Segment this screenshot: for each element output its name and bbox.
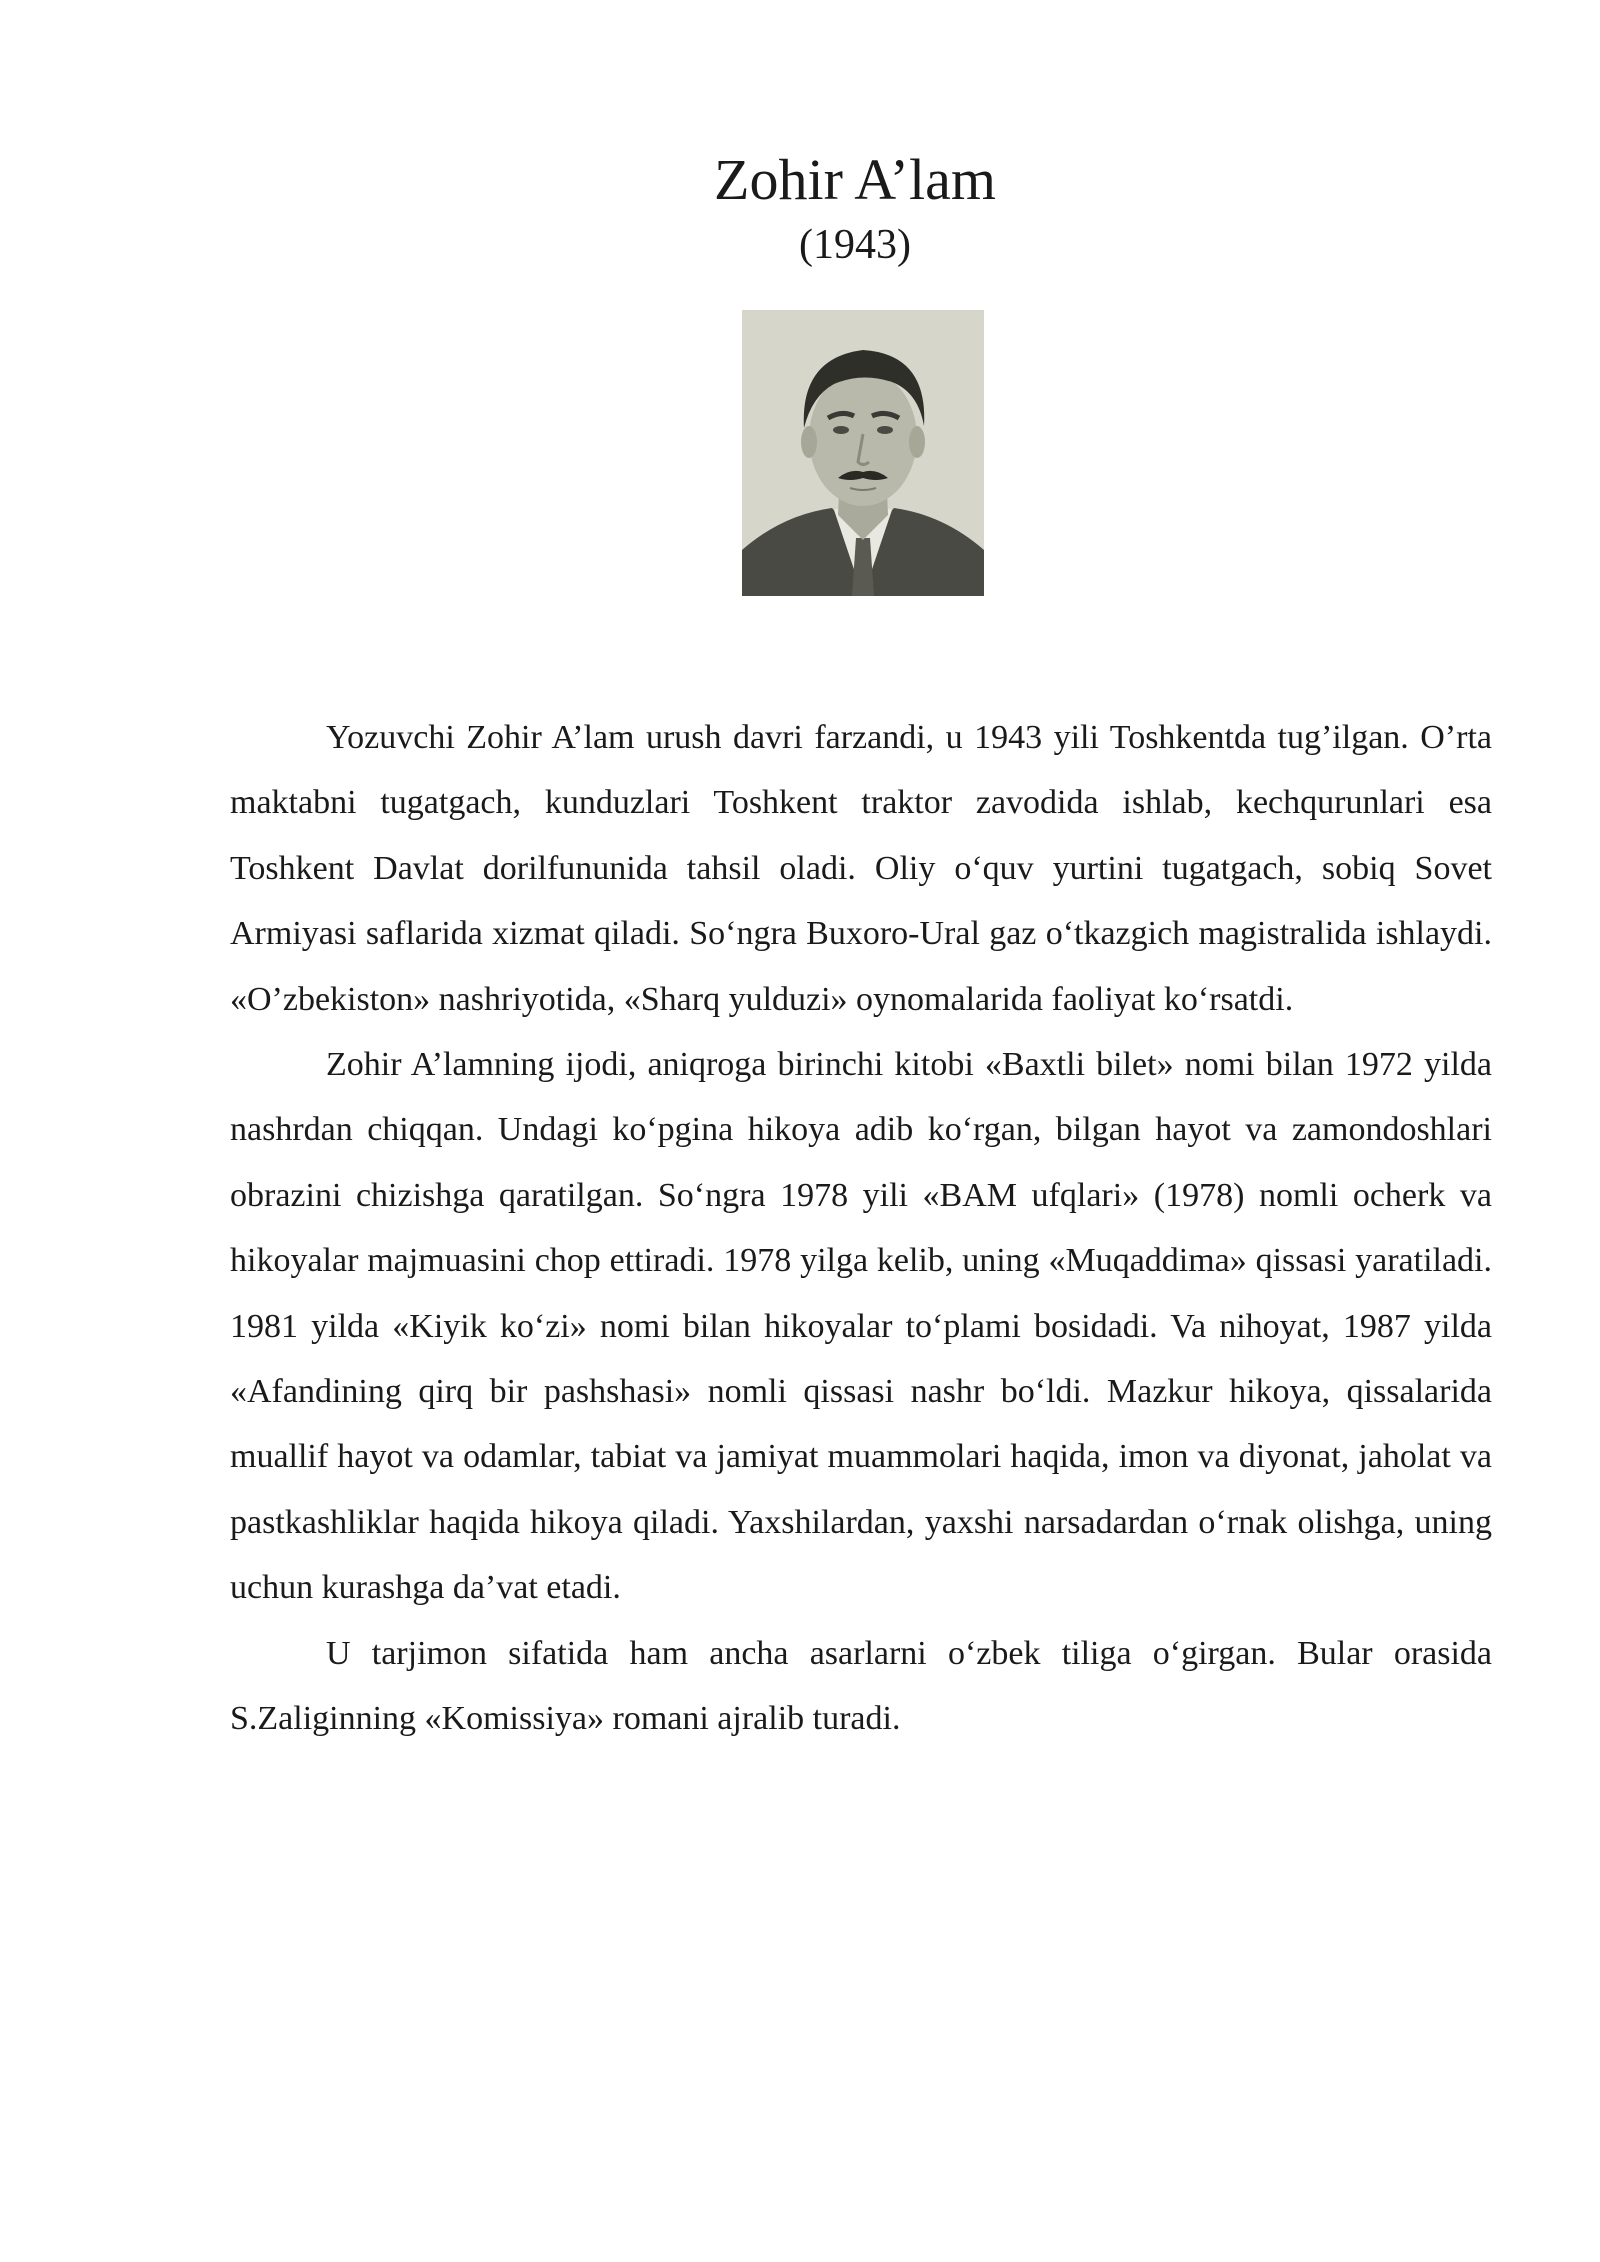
biography-text — [230, 705, 1492, 1752]
page-title: Zohir A’lam — [714, 147, 996, 212]
paragraph: Zohir A’lamning ijodi, aniqroga birinchi kitobi «Baxtli bilet» nomi bilan 1972 yilda nashrdan chiqqan. Undagi ko‘pgina hikoya adib ko‘rgan, bilgan hayot va zamondoshlari obrazini chizishga qaratilgan. So‘ngra 1978 yili «BAM ufqlari» (1978) nomli ocherk va hikoyalar majmuasini chop ettiradi. 1978 yilga kelib, uning «Muqaddima» qissasi yaratiladi. 1981 yilda «Kiyik ko‘zi» nomi bilan hikoyalar to‘plami bosidadi. Va nihoyat, 1987 yilda «Afandining qirq bir pashshasi» nomli qissasi nashr bo‘ldi. Mazkur hikoya, qissalarida muallif hayot va odamlar, tabiat va jamiyat muammolari haqida, imon va diyonat, jaholat va pastkashliklar haqida hikoya qiladi. Yaxshilardan, yaxshi narsadardan o‘rnak olishga, uning uchun kurashga da’vat etadi. — [230, 1046, 1492, 1607]
author-portrait-icon — [742, 310, 984, 596]
paragraph: U tarjimon sifatida ham ancha asarlarni o‘zbek tiliga o‘girgan. Bular orasida S.Zaliginning «Komissiya» romani ajralib turadi. — [230, 1634, 1492, 1738]
paragraph: Yozuvchi Zohir A’lam urush davri farzandi, u 1943 yili Toshkentda tug’ilgan. O’rta maktabni tugatgach, kunduzlari Toshkent traktor zavodida ishlab, kechqurunlari esa Toshkent Davlat dorilfununida tahsil oladi. Oliy o‘quv yurtini tugatgach, sobiq Sovet Armiyasi saflarida xizmat qiladi. So‘ngra Buxoro-Ural gaz o‘tkazgich magistralida ishlaydi. «O’zbekiston» nashriyotida, «Sharq yulduzi» oynomalarida faoliyat ko‘rsatdi. — [230, 719, 1492, 1018]
life-years: (1943) — [799, 222, 911, 268]
